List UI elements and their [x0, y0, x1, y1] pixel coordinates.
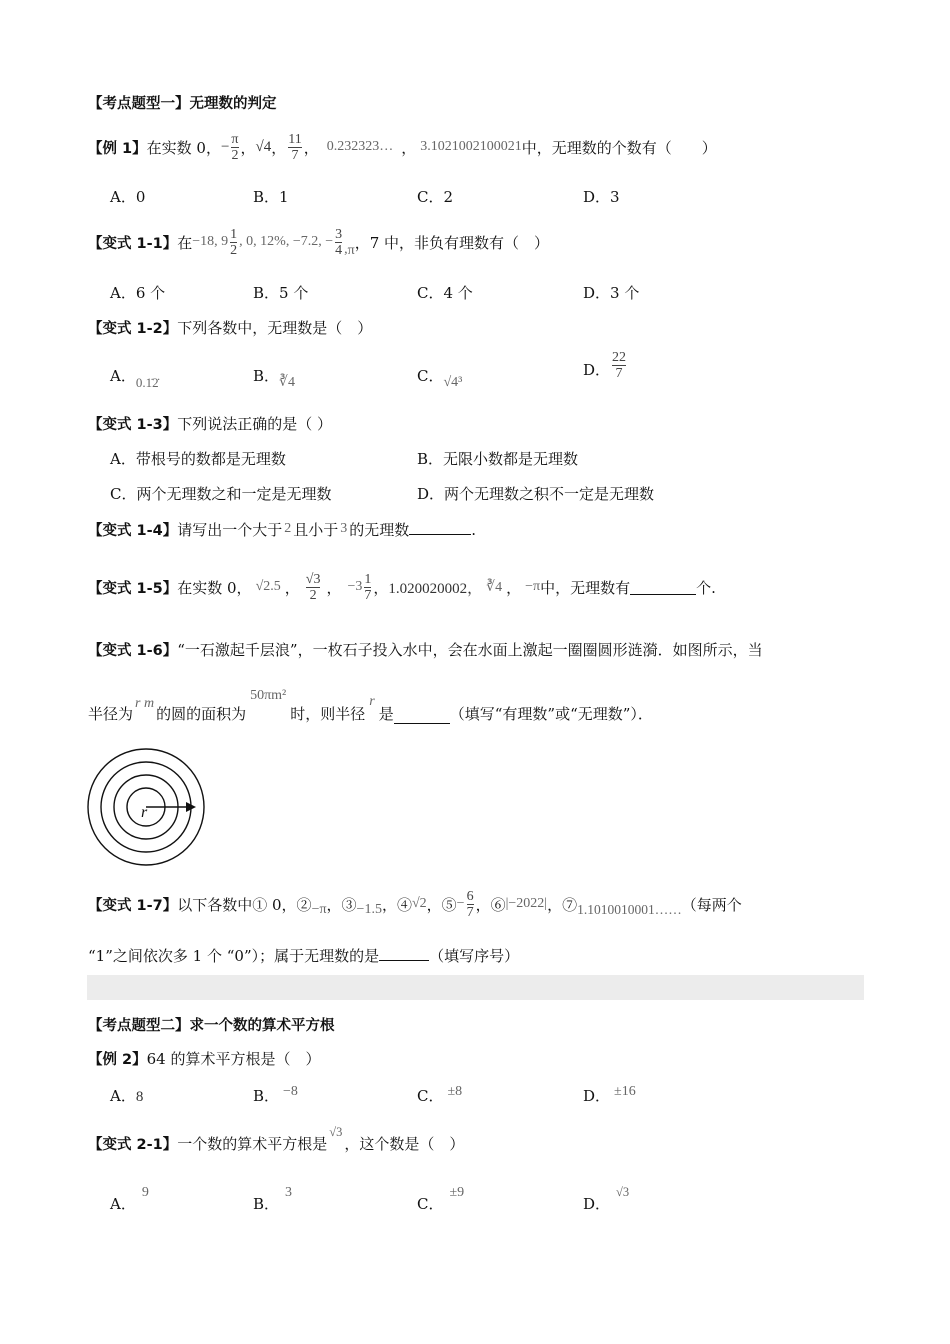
option-letter: D．: [583, 1195, 611, 1213]
variant-1-4-text-d: .: [471, 521, 477, 539]
option-value-fraction: [612, 350, 626, 381]
variant-1-7-c4: ，④: [381, 895, 412, 914]
variant-1-2-question: [88, 317, 372, 338]
variant-1-6-text-2c: 时，则半径: [290, 705, 366, 723]
frac-numerator: π: [231, 131, 239, 147]
section2-heading: 【考点题型二】求一个数的算术平方根: [88, 1018, 335, 1034]
option-letter: B．: [253, 1195, 280, 1213]
frac-numerator: 6: [466, 888, 474, 904]
variant-1-5-cbrt4: ∛4: [486, 579, 503, 595]
variant-1-6-answer-blank[interactable]: [394, 709, 450, 724]
variant-1-7-abs: |−2022|: [505, 896, 548, 911]
variant-1-6-label: 【变式 1-6】: [88, 643, 178, 659]
variant-1-5-sqrt25: √2.5: [255, 579, 281, 594]
example1-decimal-2: 3.1021002100021: [420, 139, 522, 154]
variant-1-7-c6: ，⑥: [475, 895, 506, 914]
example1-decimal-1: 0.232323…: [326, 139, 394, 154]
variant-1-1-post: ，7 中，非负有理数有（ ）: [354, 233, 550, 252]
variant-1-7-line1: [88, 878, 742, 930]
variant-1-1-label: 【变式 1-1】: [88, 235, 178, 252]
variant-1-7-text-2b: （填写序号）: [429, 947, 520, 965]
variant-1-3-option-d: D．两个无理数之积不一定是无理数: [417, 485, 655, 503]
example2-option-b: [253, 1085, 298, 1106]
variant-1-7-line2: [88, 945, 519, 966]
option-value: √3: [616, 1185, 630, 1199]
example1-frac-pi: [231, 132, 238, 163]
frac-numerator: 3: [335, 226, 343, 242]
example2-option-a: [110, 1085, 143, 1106]
variant-1-6-line2: [88, 680, 653, 724]
variant-1-3-question: [88, 413, 332, 434]
variant-2-1-text-b: ，这个数是（ ）: [344, 1135, 465, 1153]
variant-1-3-option-b: B．无限小数都是无理数: [417, 450, 579, 468]
option-value: ∛4: [279, 375, 295, 390]
variant-2-1-sqrt3: √3: [329, 1125, 343, 1139]
option-letter: D．: [583, 1087, 611, 1105]
variant-1-4-label: 【变式 1-4】: [88, 523, 178, 539]
variant-1-4-answer-blank[interactable]: [409, 520, 471, 535]
variant-1-5-negpi: −π: [525, 579, 541, 594]
option-letter: B．: [253, 1087, 280, 1105]
variant-1-7-frac-6-7: [467, 889, 474, 920]
variant-1-5-text-c: 个.: [696, 578, 716, 597]
option-value: ±8: [447, 1084, 463, 1099]
variant-1-1-frac-1-2: [230, 227, 237, 258]
variant-1-1-option-b: B．5 个: [253, 284, 309, 302]
option-letter: A．: [110, 1087, 136, 1105]
frac-denominator: 2: [230, 242, 238, 258]
variant-1-4-question: [88, 519, 476, 540]
variant-1-5-answer-blank[interactable]: [630, 580, 696, 595]
variant-1-7-tail: （每两个: [681, 895, 742, 914]
radius-label: r: [141, 804, 148, 821]
variant-1-6-area: 50πm²: [250, 688, 287, 703]
variant-1-7-text-a: 以下各数中① 0，②: [177, 895, 312, 914]
variant-1-1-frac-3-4: [335, 227, 342, 258]
variant-1-4-n3: 3: [340, 521, 348, 536]
variant-1-7-neg15: −1.5: [356, 902, 382, 917]
option-value: 3: [285, 1185, 293, 1200]
variant-1-2-option-b: [253, 365, 295, 390]
variant-1-5-text-b: 中，无理数有: [540, 578, 631, 597]
frac-numerator: 1: [364, 571, 372, 587]
example1-text-a: 在实数 0，: [146, 138, 221, 157]
variant-1-6-text-2b: 的圆的面积为: [156, 705, 247, 723]
example1-option-b: B．1: [253, 188, 289, 206]
option-value: ±9: [449, 1185, 465, 1200]
variant-1-7-text-2a: “1”之间依次多 1 个 “0”）；属于无理数的是: [88, 947, 380, 965]
variant-1-7-c5: ，⑤: [426, 895, 457, 914]
variant-1-7-sqrt2: √2: [411, 896, 427, 911]
variant-1-1-option-d: D．3 个: [583, 284, 640, 302]
frac-numerator: √3: [305, 571, 321, 587]
example2-option-c: [417, 1085, 462, 1106]
variant-1-5-frac-sqrt3-2: [306, 572, 321, 603]
variant-2-1-option-d: [583, 1185, 630, 1214]
example1-option-a: A．0: [110, 188, 146, 206]
option-letter: A．: [110, 1195, 136, 1213]
option-value: √4³: [443, 375, 463, 390]
variant-1-1-seq2: , 0, 12%, −7.2, −: [239, 234, 334, 249]
example1-option-c: C．2: [417, 188, 454, 206]
example2-text: 64 的算术平方根是（ ）: [146, 1050, 321, 1068]
ripple-circles-figure: [86, 747, 236, 867]
example1-sqrt4: √4: [255, 138, 272, 155]
example2-label: 【例 2】: [88, 1052, 147, 1068]
variant-1-7-c7: ，⑦: [547, 895, 578, 914]
option-letter: C．: [417, 367, 444, 385]
frac-denominator: 7: [364, 587, 372, 603]
variant-2-1-option-c: [417, 1185, 465, 1214]
variant-1-6-text-2d: 是: [378, 705, 394, 723]
variant-2-1-text-a: 一个数的算术平方根是: [177, 1135, 328, 1153]
variant-2-1-question: [88, 1120, 464, 1154]
example1-text-b: 中，无理数的个数有（ ）: [521, 138, 717, 157]
variant-1-5-mixed-frac: [364, 572, 371, 603]
frac-numerator: 1: [230, 226, 238, 242]
variant-1-3-option-a: A．带根号的数都是无理数: [110, 450, 286, 468]
variant-1-5-label: 【变式 1-5】: [88, 580, 178, 597]
variant-1-7-c3: ，③: [326, 895, 357, 914]
section1-heading: 【考点题型一】无理数的判定: [88, 96, 277, 112]
frac-denominator: 2: [231, 147, 239, 163]
frac-denominator: 7: [615, 366, 623, 381]
variant-1-3-label: 【变式 1-3】: [88, 417, 178, 433]
variant-1-7-decimal: 1.1010010001……: [577, 902, 682, 917]
frac-denominator: 4: [335, 242, 343, 258]
option-letter: C．: [417, 1195, 444, 1213]
variant-1-4-text-a: 请写出一个大于: [177, 521, 283, 539]
variant-1-6-rm: r m: [135, 696, 155, 711]
example1-neg: −: [220, 138, 230, 155]
variant-1-1-option-c: C．4 个: [417, 284, 473, 302]
variant-1-6-text-2a: 半径为: [88, 705, 134, 723]
variant-1-4-text-b: 且小于: [293, 521, 339, 539]
variant-1-1-question: 【变式 1-1】 在 −18, 9 $\frac{1}{2}$ , 0, 12%, −7.2, − $\frac{3}{4}$ , π ，7 中，非负有理数有（ ）: [88, 226, 550, 258]
option-value: 0.1̇2̇: [135, 375, 159, 390]
variant-1-4-text-c: 的无理数: [349, 521, 410, 539]
variant-1-1-seq1: −18, 9: [192, 234, 229, 249]
variant-1-2-option-a: [110, 365, 159, 390]
variant-1-5-question: 【变式 1-5】 在实数 0， √2.5 ， $\frac{√3}{2}$ ， −3 $\frac{1}{7}$ ， 1.020020002， ∛4 ， −π 中，无理数有 个.: [88, 571, 716, 603]
frac-denominator: 2: [309, 587, 317, 603]
variant-1-7-label: 【变式 1-7】: [88, 897, 178, 914]
variant-1-3-text: 下列说法正确的是（ ）: [177, 415, 333, 433]
example1-label: 【例 1】: [88, 140, 147, 157]
variant-1-5-mixed-whole: −3: [347, 579, 363, 594]
frac-numerator: 22: [612, 350, 627, 365]
variant-1-1-pi: π: [347, 243, 355, 258]
variant-1-5-text-a: 在实数 0，: [177, 578, 252, 597]
variant-1-7-answer-blank[interactable]: [379, 946, 429, 961]
option-letter: B．: [253, 367, 280, 385]
variant-1-6-text-1: “一石激起千层浪”，一枚石子投入水中，会在水面上激起一圈圈圆形涟漪．如图所示，当: [177, 641, 763, 659]
variant-2-1-label: 【变式 2-1】: [88, 1137, 178, 1153]
section-divider: [87, 975, 864, 1000]
option-value: 8: [135, 1089, 144, 1105]
frac-denominator: 7: [466, 904, 474, 920]
variant-1-2-label: 【变式 1-2】: [88, 321, 178, 337]
variant-1-1-pre: 在: [177, 233, 193, 252]
option-letter: A．: [110, 367, 136, 385]
example1-question: 【例 1】 在实数 0， − $\frac{\pi}{2}$ ， √4 ， $\frac{11}{7}$ ， 0.232323… ， 3.1021002100021 中，无理数的个数有（ ）: [88, 131, 717, 163]
option-value: 9: [141, 1185, 149, 1200]
example2-question: [88, 1048, 321, 1069]
example1-option-d: D．3: [583, 188, 620, 206]
option-value: −8: [283, 1084, 298, 1099]
variant-1-3-option-c: C．两个无理数之和一定是无理数: [110, 485, 332, 503]
variant-1-6-r: r: [369, 694, 375, 709]
variant-1-6-text-2e: （填写“有理数”或“无理数”）．: [449, 705, 653, 723]
variant-1-7-neg: −: [456, 896, 465, 911]
variant-1-2-option-c: [417, 365, 463, 390]
frac-numerator: 11: [288, 131, 302, 147]
variant-2-1-option-a: [110, 1185, 149, 1214]
variant-1-2-option-d: [583, 350, 628, 381]
frac-denominator: 7: [291, 147, 299, 163]
example2-option-d: [583, 1085, 636, 1106]
variant-1-2-text: 下列各数中，无理数是（ ）: [177, 319, 373, 337]
example1-frac-11-7: [288, 132, 301, 163]
option-value: ±16: [614, 1084, 636, 1099]
variant-2-1-option-b: [253, 1185, 293, 1214]
variant-1-5-decimal: 1.020020002，: [388, 580, 483, 597]
option-letter: C．: [417, 1087, 444, 1105]
variant-1-7-negpi: −π: [311, 902, 327, 917]
variant-1-4-n2: 2: [284, 521, 292, 536]
variant-1-6-line1: [88, 639, 763, 660]
variant-1-1-option-a: A．6 个: [110, 284, 166, 302]
option-letter: D．: [583, 361, 611, 379]
